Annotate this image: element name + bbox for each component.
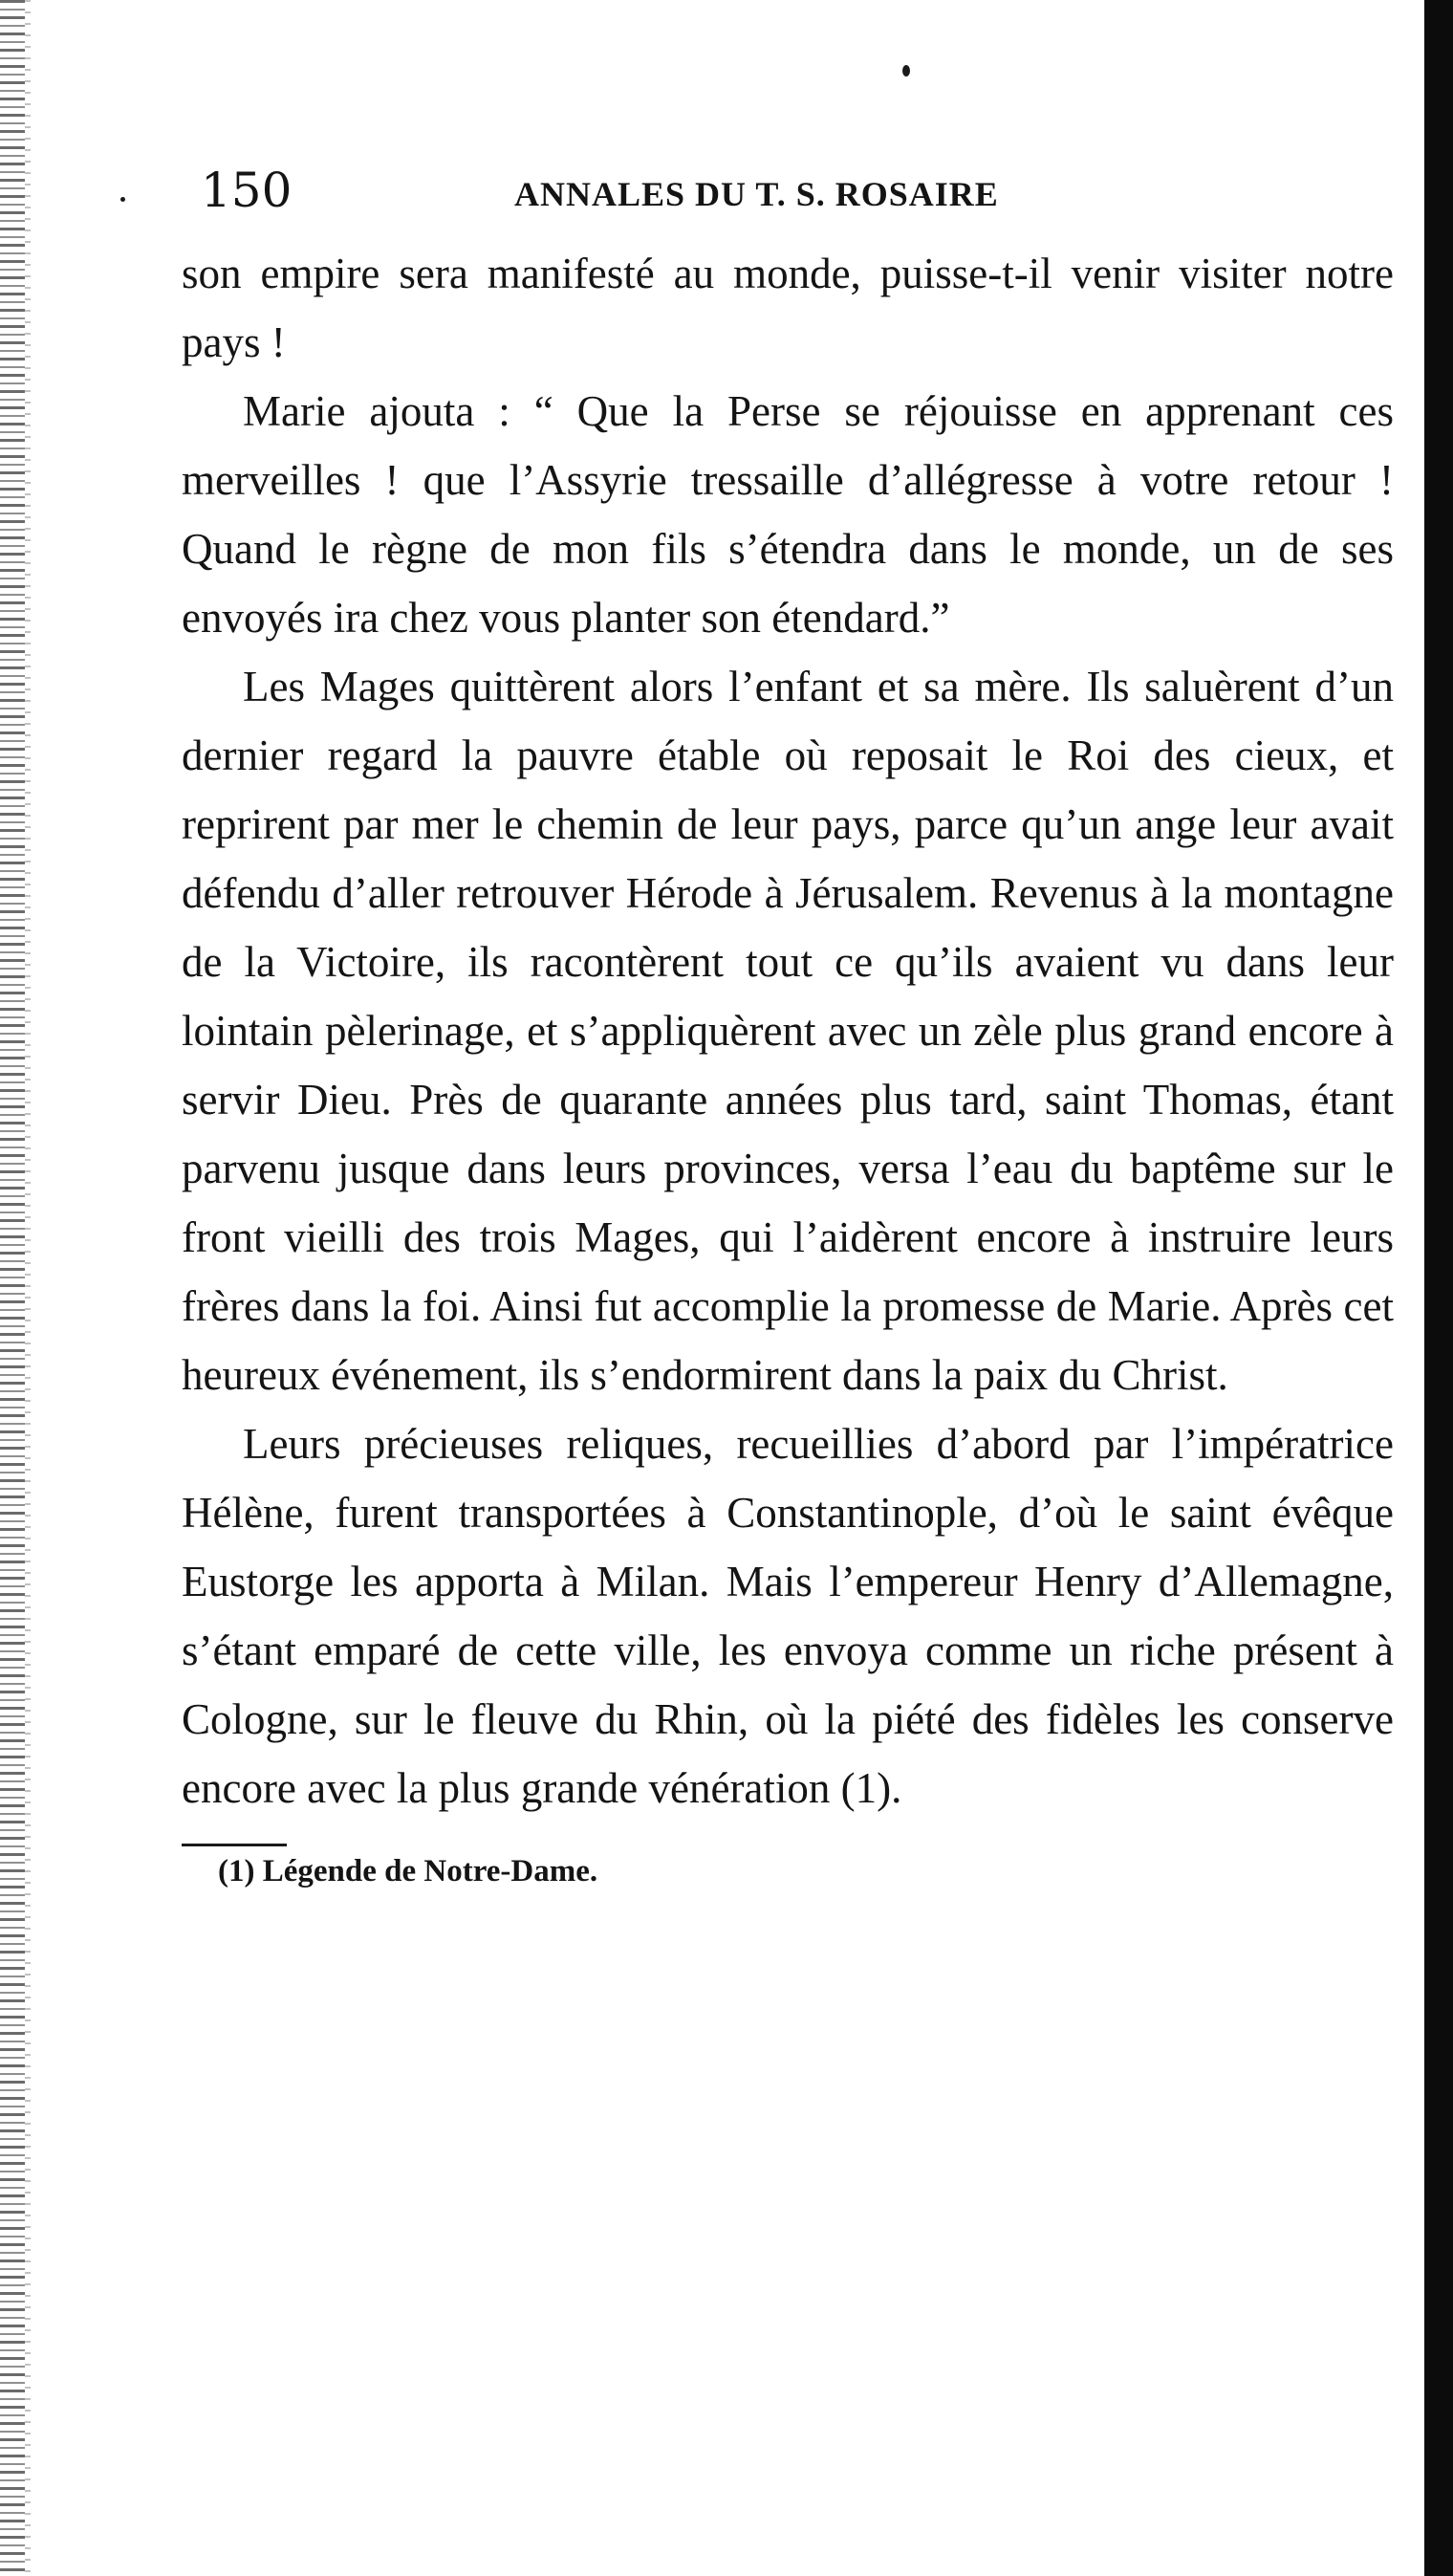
running-head: [182, 153, 1394, 239]
footnote-rule: [182, 1844, 287, 1846]
ink-speck: [120, 197, 125, 202]
running-title: ANNALES DU T. S. ROSAIRE: [514, 175, 999, 213]
paragraph-reliques: Leurs précieuses reliques, recueillies d’abord par l’impératrice Hélène, furent transportées à Constantinople, d’où le saint évêque Eustorge les apporta à Milan. Mais l’empereur Henry d’Allemagne, s’étant emparé de cette ville, les envoya comme un riche présent à Cologne, sur le fleuve du Rhin, où la piété des fidèles les conserve encore avec la plus grande vénération (1).: [182, 1420, 1394, 1812]
scan-right-edge: [1424, 0, 1453, 2576]
body-text: [182, 239, 1394, 1823]
book-page: [182, 153, 1394, 1889]
page-number: 150: [201, 163, 293, 218]
paragraph-marie: Marie ajouta : “ Que la Perse se réjouisse en apprenant ces merveilles ! que l’Assyrie tressaille d’allégresse à votre retour ! Quand le règne de mon fils s’étendra dans le monde, un de ses envoyés ira chez vous planter son étendard.”: [182, 387, 1394, 642]
scan-left-edge: [0, 0, 25, 2576]
ink-speck: [902, 65, 910, 76]
paragraph-mages: Les Mages quittèrent alors l’enfant et sa mère. Ils saluèrent d’un dernier regard la pauvre étable où reposait le Roi des cieux, et reprirent par mer le chemin de leur pays, parce qu’un ange leur avait défendu d’aller retrouver Hérode à Jérusalem. Revenus à la montagne de la Victoire, ils racontèrent tout ce qu’ils avaient vu dans leur lointain pèlerinage, et s’appliquèrent avec un zèle plus grand encore à servir Dieu. Près de quarante années plus tard, saint Thomas, étant parvenu jusque dans leurs provinces, versa l’eau du baptême sur le front vieilli des trois Mages, qui l’aidèrent encore à instruire leurs frères dans la foi. Ainsi fut accomplie la promesse de Marie. Après cet heureux événement, ils s’endormirent dans la paix du Christ.: [182, 663, 1394, 1399]
footnote: (1) Légende de Notre-Dame.: [218, 1854, 598, 1888]
scan-left-edge-shadow: [25, 0, 31, 2576]
paragraph-continuation: son empire sera manifesté au monde, puisse-t-il venir visiter notre pays !: [182, 250, 1394, 366]
